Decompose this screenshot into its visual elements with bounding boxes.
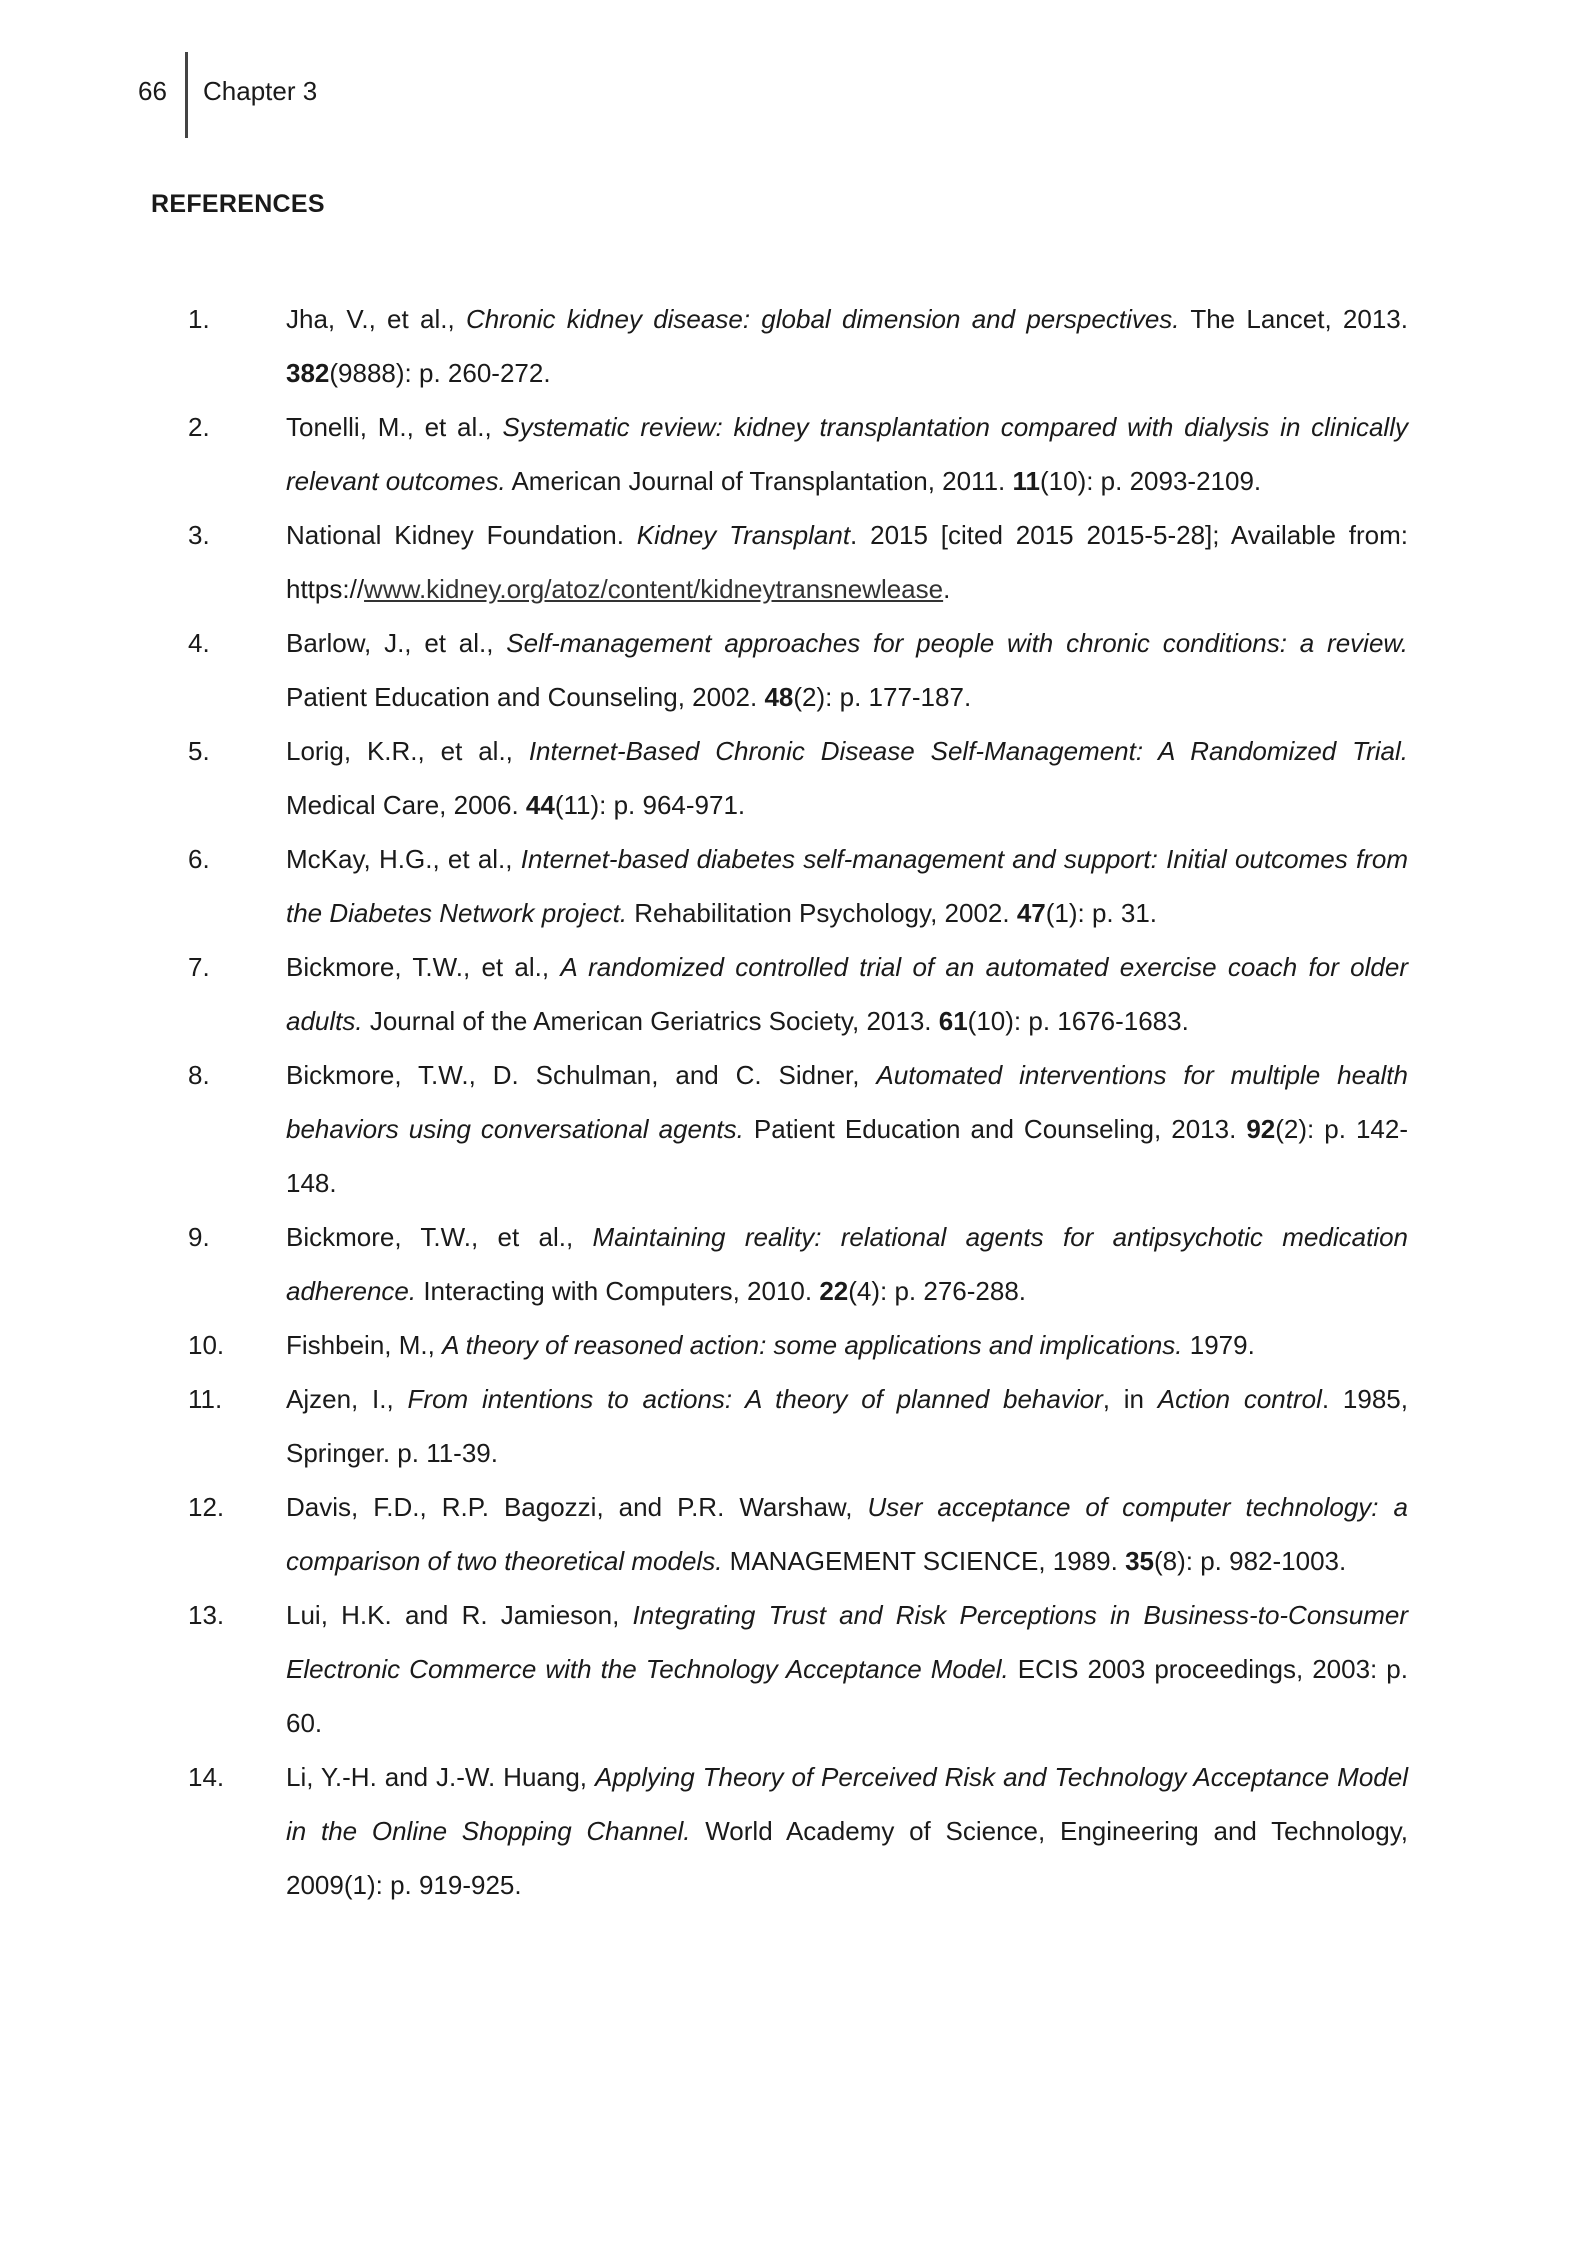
reference-number: 10. <box>188 1330 225 1360</box>
reference-item <box>0 1372 1594 1480</box>
reference-number: 3. <box>188 520 210 550</box>
reference-number: 8. <box>188 1060 210 1090</box>
reference-text: National Kidney Foundation. Kidney Transplant. 2015 [cited 2015 2015-5-28]; Available from: https://www.kidney.org/atoz/content/kidneytransnewlease. <box>286 520 1409 604</box>
reference-number: 13. <box>188 1600 225 1630</box>
reference-volume: 48 <box>764 682 794 712</box>
reference-item <box>0 508 1594 616</box>
reference-number: 11. <box>188 1384 223 1414</box>
reference-text: Lorig, K.R., et al., Internet-Based Chronic Disease Self-Management: A Randomized Trial. Medical Care, 2006. 44(11): p. 964-971. <box>286 736 1409 820</box>
reference-volume: 44 <box>525 790 555 820</box>
reference-title: Self-management approaches for people with chronic conditions: a review. <box>506 628 1408 658</box>
reference-number: 5. <box>188 736 210 766</box>
reference-number: 2. <box>188 412 210 442</box>
reference-title: Automated interventions for multiple health behaviors using conversational agents. <box>286 1060 1408 1144</box>
reference-text: Li, Y.-H. and J.-W. Huang, Applying Theory of Perceived Risk and Technology Acceptance Model in the Online Shopping Channel. World Academy of Science, Engineering and Technology, 2009(1): p. 919-925. <box>286 1762 1408 1900</box>
reference-title: Systematic review: kidney transplantation compared with dialysis in clinically relevant outcomes. <box>286 412 1408 496</box>
reference-number: 12. <box>188 1492 225 1522</box>
reference-book-title: Action control <box>1157 1384 1322 1414</box>
reference-title: Applying Theory of Perceived Risk and Technology Acceptance Model in the Online Shopping Channel. <box>286 1762 1408 1846</box>
reference-text: Bickmore, T.W., et al., A randomized controlled trial of an automated exercise coach for older adults. Journal of the American Geriatrics Society, 2013. 61(10): p. 1676-1683. <box>286 952 1408 1036</box>
reference-link[interactable]: www.kidney.org/atoz/content/kidneytransnewlease <box>364 574 944 604</box>
reference-number: 9. <box>188 1222 210 1252</box>
reference-item <box>0 1588 1594 1750</box>
reference-title: A randomized controlled trial of an automated exercise coach for older adults. <box>286 952 1408 1036</box>
reference-item <box>0 1048 1594 1210</box>
reference-title: Internet-based diabetes self-management and support: Initial outcomes from the Diabetes Network project. <box>286 844 1409 928</box>
header-divider <box>185 52 188 138</box>
reference-title: Internet-Based Chronic Disease Self-Management: A Randomized Trial. <box>528 736 1409 766</box>
reference-title: A theory of reasoned action: some applications and implications. <box>442 1330 1183 1360</box>
reference-volume: 22 <box>819 1276 849 1306</box>
reference-volume: 61 <box>938 1006 968 1036</box>
reference-text: Jha, V., et al., Chronic kidney disease: global dimension and perspectives. The Lancet, 2013. 382(9888): p. 260-272. <box>286 304 1408 388</box>
page-header <box>0 0 1594 140</box>
reference-title: Integrating Trust and Risk Perceptions in Business-to-Consumer Electronic Commerce with the Technology Acceptance Model. <box>286 1600 1408 1684</box>
reference-text: Bickmore, T.W., D. Schulman, and C. Sidner, Automated interventions for multiple health behaviors using conversational agents. Patient Education and Counseling, 2013. 92(2): p. 142-148. <box>286 1060 1409 1198</box>
reference-number: 1. <box>188 304 210 334</box>
reference-item <box>0 1480 1594 1588</box>
reference-text: McKay, H.G., et al., Internet-based diabetes self-management and support: Initial outcomes from the Diabetes Network project. Rehabilitation Psychology, 2002. 47(1): p. 31. <box>286 844 1409 928</box>
reference-volume: 11 <box>1012 466 1040 496</box>
reference-number: 14. <box>188 1762 225 1792</box>
reference-number: 4. <box>188 628 210 658</box>
reference-text: Lui, H.K. and R. Jamieson, Integrating Trust and Risk Perceptions in Business-to-Consumer Electronic Commerce with the Technology Acceptance Model. ECIS 2003 proceedings, 2003: p. 60. <box>286 1600 1408 1738</box>
reference-text: Ajzen, I., From intentions to actions: A theory of planned behavior, in Action control. 1985, Springer. p. 11-39. <box>286 1384 1408 1468</box>
reference-item <box>0 724 1594 832</box>
reference-item <box>0 292 1594 400</box>
reference-item <box>0 832 1594 940</box>
page-number: 66 <box>138 76 167 106</box>
reference-item <box>0 940 1594 1048</box>
reference-volume: 35 <box>1125 1546 1154 1576</box>
reference-text: Fishbein, M., A theory of reasoned action: some applications and implications. 1979. <box>286 1330 1255 1360</box>
reference-title: Maintaining reality: relational agents for antipsychotic medication adherence. <box>286 1222 1408 1306</box>
reference-item <box>0 1318 1594 1372</box>
reference-item <box>0 616 1594 724</box>
reference-volume: 92 <box>1246 1114 1276 1144</box>
reference-item <box>0 400 1594 508</box>
reference-volume: 382 <box>286 358 330 388</box>
reference-title: Chronic kidney disease: global dimension and perspectives. <box>465 304 1180 334</box>
reference-text: Davis, F.D., R.P. Bagozzi, and P.R. Warshaw, User acceptance of computer technology: a comparison of two theoretical models. MANAGEMENT SCIENCE, 1989. 35(8): p. 982-1003. <box>286 1492 1408 1576</box>
reference-title: User acceptance of computer technology: a comparison of two theoretical models. <box>286 1492 1408 1576</box>
reference-volume: 47 <box>1016 898 1046 928</box>
reference-number: 6. <box>188 844 210 874</box>
section-title: REFERENCES <box>151 190 325 218</box>
reference-list <box>0 292 1594 1912</box>
reference-text: Bickmore, T.W., et al., Maintaining reality: relational agents for antipsychotic medication adherence. Interacting with Computers, 2010. 22(4): p. 276-288. <box>286 1222 1408 1306</box>
reference-number: 7. <box>188 952 210 982</box>
reference-item <box>0 1750 1594 1912</box>
reference-title: From intentions to actions: A theory of planned behavior <box>407 1384 1103 1414</box>
chapter-title: Chapter 3 <box>203 76 318 106</box>
reference-item <box>0 1210 1594 1318</box>
reference-title: Kidney Transplant <box>636 520 851 550</box>
reference-text: Barlow, J., et al., Self-management approaches for people with chronic conditions: a review. Patient Education and Counseling, 2002. 48(2): p. 177-187. <box>286 628 1408 712</box>
reference-text: Tonelli, M., et al., Systematic review: kidney transplantation compared with dialysis in clinically relevant outcomes. American Journal of Transplantation, 2011. 11(10): p. 2093-2109. <box>286 412 1408 496</box>
